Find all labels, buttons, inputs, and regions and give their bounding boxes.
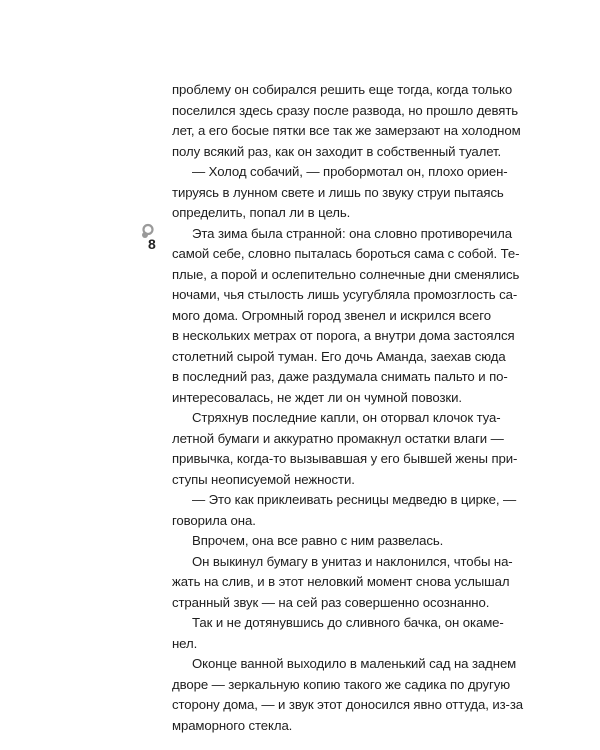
text-line: полу всякий раз, как он заходит в собственный туалет.: [172, 143, 502, 159]
text-line: ночами, чья стылость лишь усугубляла промозглость са-: [172, 287, 518, 302]
text-line: поселился здесь сразу после развода, но прошло девять: [172, 102, 519, 118]
text-line: Так и не дотянувшись до сливного бачка, он окаме-: [192, 615, 504, 630]
text-line: лет, а его босые пятки все так же замерзают на холодном: [172, 123, 521, 138]
text-line: сторону дома, — и звук этот доносился явно оттуда, из-за: [172, 697, 524, 712]
text-line: мраморного стекла.: [172, 717, 293, 733]
text-line: мого дома. Огромный город звенел и искрился всего: [172, 307, 491, 323]
text-line: тируясь в лунном свете и лишь по звуку струи пытаясь: [172, 184, 504, 200]
text-line: самой себе, словно пыталась бороться сама с собой. Те-: [172, 246, 520, 261]
text-line: дворе — зеркальную копию такого же садика по другую: [172, 676, 511, 692]
text-line: определить, попал ли в цель.: [172, 205, 351, 220]
text-line: ступы неописуемой нежности.: [172, 471, 355, 487]
text-line: интересовалась, не ждет ли он чумной повозки.: [172, 389, 462, 405]
text-line: в нескольких метрах от порога, а внутри дома застоялся: [172, 328, 515, 343]
text-line: летной бумаги и аккуратно промакнул остатки влаги —: [172, 430, 504, 446]
page-number-marker: [139, 223, 161, 257]
text-line: Стряхнув последние капли, он оторвал клочок туа-: [192, 410, 501, 425]
text-line: Оконце ванной выходило в маленький сад на заднем: [192, 656, 517, 671]
text-line: столетний сырой туман. Его дочь Аманда, заехав сюда: [172, 348, 506, 364]
text-line: привычка, когда-то вызывавшая у его бывшей жены при-: [172, 451, 518, 466]
text-line: Он выкинул бумагу в унитаз и наклонился, чтобы на-: [192, 553, 513, 569]
text-line: нел.: [172, 635, 198, 651]
page-number: 8: [148, 236, 156, 252]
text-line: плые, а порой и ослепительно солнечные дни сменялись: [172, 266, 520, 282]
text-line: жать на слив, и в этот неловкий момент снова услышал: [172, 574, 510, 589]
text-line: странный звук — на сей раз совершенно осознанно.: [172, 594, 490, 610]
text-line: Впрочем, она все равно с ним развелась.: [192, 533, 444, 548]
text-line: в последний раз, даже раздумала снимать пальто и по-: [172, 369, 508, 384]
text-line: Эта зима была странной: она словно противоречила: [192, 225, 512, 241]
text-line: проблему он собирался решить еще тогда, когда только: [172, 82, 513, 97]
text-line: говорила она.: [172, 512, 256, 528]
text-line: — Холод собачий, — пробормотал он, плохо ориен-: [192, 164, 508, 179]
text-line: — Это как приклеивать ресницы медведю в цирке, —: [192, 492, 517, 507]
body-text: [172, 80, 524, 736]
